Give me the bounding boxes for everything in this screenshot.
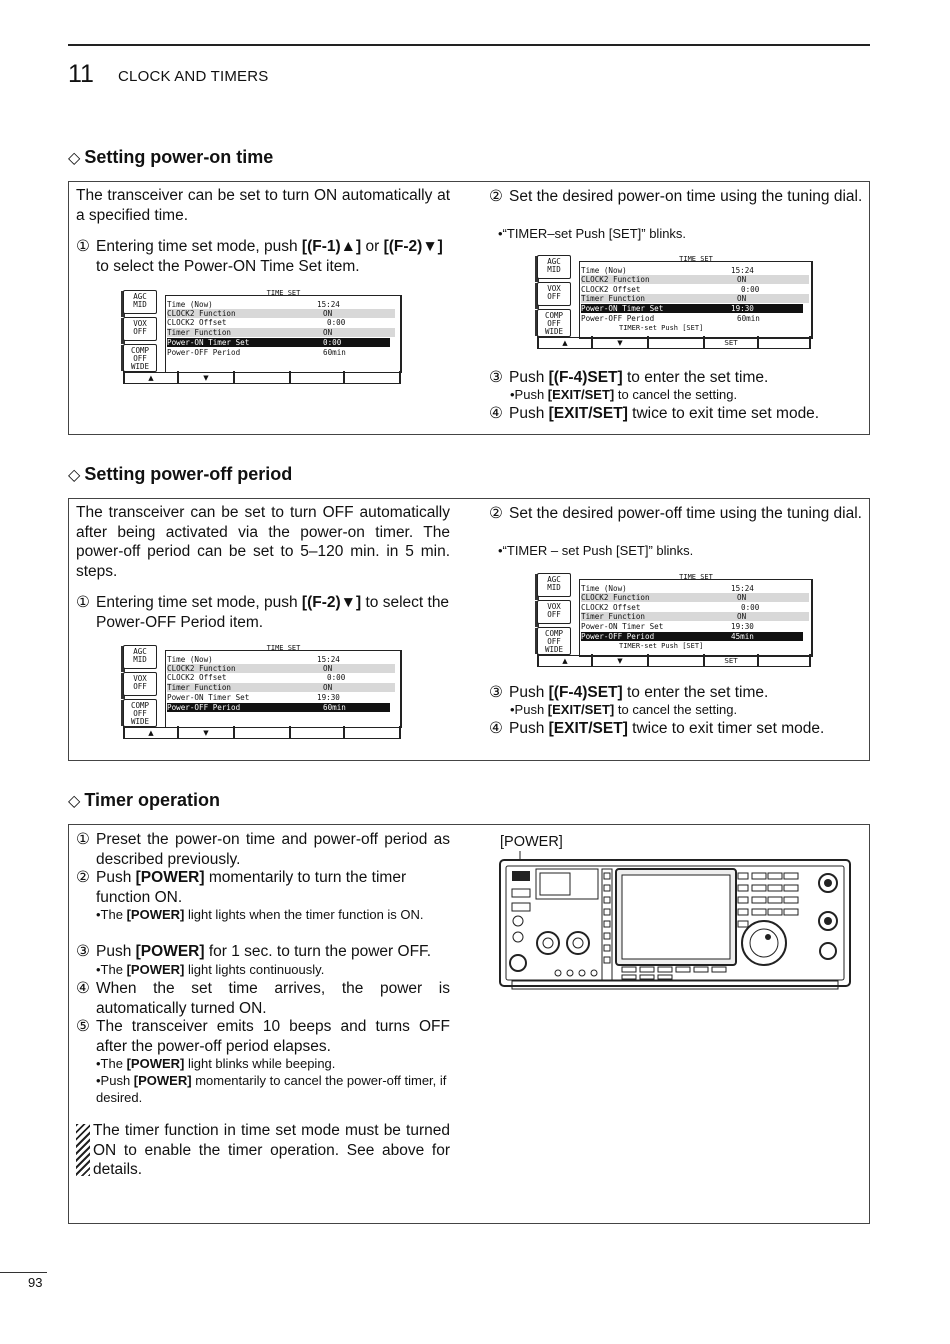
step-2-bullet: •“TIMER–set Push [SET]” blinks.	[498, 226, 687, 241]
lcd-row: Power-OFF Period 60min	[167, 348, 346, 357]
lcd-row: CLOCK2 Function ON	[167, 309, 395, 318]
intro-text: The transceiver can be set to turn ON automatically at a specified time.	[76, 187, 450, 224]
step-2-bullet: •The [POWER] light lights when the timer function is ON.	[96, 907, 424, 922]
step-5: ⑤ The transceiver emits 10 beeps and turns OFF after the power-off period elapses.	[76, 1018, 450, 1055]
step-3-bullet: •Push [EXIT/SET] to cancel the setting.	[510, 702, 738, 717]
lcd-row: Timer Function ON	[167, 328, 395, 337]
diamond-outline-icon: ◇	[68, 150, 81, 167]
chapter-number: 11	[68, 60, 94, 88]
lcd-display-setting: AGC MID VOX OFF COMP OFF WIDE TIME SET Time (Now) 15:24 CLOCK2 Function ON CLOCK2 Offset 0:00 Timer Function ON Power-ON Timer Set 19:30 Power-OFF Period 45min TIMER-set Push [SET] ▲ ▼ SET	[535, 571, 813, 667]
step-5-bullet-2: •Push [POWER] momentarily to cancel the power-off timer, if desired.	[96, 1073, 447, 1105]
function-keys: ▲ ▼	[123, 727, 401, 739]
function-keys: ▲ ▼ SET	[537, 655, 811, 667]
step-3-bullet: •Push [EXIT/SET] to cancel the setting.	[510, 387, 738, 402]
section-heading-timer-operation: ◇ Timer operation	[68, 790, 221, 810]
lcd-row: CLOCK2 Offset 0:00	[167, 318, 346, 327]
lcd-row-selected: Power-OFF Period 60min	[167, 703, 390, 712]
section-heading-power-on: ◇ Setting power-on time	[68, 147, 274, 167]
intro-text: The transceiver can be set to turn OFF automatically after being activated via the power-on timer. The power-off period can be set to 5–120 min. in 5 min. steps.	[76, 504, 450, 580]
step-1: ① Preset the power-on time and power-off period as described previously.	[76, 831, 450, 868]
footer-rule	[0, 1272, 47, 1273]
blink-message: TIMER-set Push [SET]	[619, 324, 704, 332]
chapter-title: CLOCK AND TIMERS	[118, 68, 269, 85]
page-number: 93	[28, 1275, 43, 1290]
step-3: ③ Push [(F-4)SET] to enter the set time.	[489, 369, 769, 386]
diamond-outline-icon: ◇	[68, 467, 81, 484]
soft-key-agc: AGC MID	[537, 255, 571, 279]
soft-key-vox: VOX OFF	[537, 282, 571, 306]
lcd-title: TIME SET	[266, 289, 301, 297]
step-1: ① Entering time set mode, push [(F-1)▲] or [(F-2)▼] to select the Power-ON Time Set item.	[76, 238, 443, 275]
header-rule	[68, 44, 870, 46]
step-2: ② Set the desired power-on time using the tuning dial.	[489, 188, 863, 205]
blink-message: TIMER-set Push [SET]	[619, 642, 704, 650]
figure-label-power: [POWER]	[500, 834, 563, 850]
step-4: ④ Push [EXIT/SET] twice to exit timer set mode.	[489, 720, 825, 737]
step-4: ④ When the set time arrives, the power is automatically turned ON.	[76, 980, 450, 1017]
power-button	[512, 871, 530, 881]
step-3: ③ Push [POWER] for 1 sec. to turn the power OFF.	[76, 943, 432, 960]
lcd-row: Time (Now) 15:24	[167, 300, 340, 309]
soft-key-comp: COMP OFF WIDE	[123, 344, 157, 372]
soft-key-comp: COMP OFF WIDE	[537, 309, 571, 337]
step-5-bullet: •The [POWER] light blinks while beeping.	[96, 1056, 336, 1071]
step-3-bullet: •The [POWER] light lights continuously.	[96, 962, 325, 977]
lcd-display	[121, 288, 402, 384]
section-heading-power-off: ◇ Setting power-off period	[68, 464, 293, 484]
step-4: ④ Push [EXIT/SET] twice to exit time set mode.	[489, 405, 820, 422]
step-1: ① Entering time set mode, push [(F-2)▼] to select the Power-OFF Period item.	[76, 594, 450, 631]
hatched-note-icon	[76, 1124, 90, 1176]
lcd-row-selected: Power-OFF Period 45min	[581, 632, 803, 641]
step-2-bullet: •“TIMER – set Push [SET]” blinks.	[498, 543, 694, 558]
function-keys: ▲ ▼	[123, 372, 401, 384]
note-text: The timer function in time set mode must be turned ON to enable the timer operation. See above for details.	[93, 1122, 450, 1178]
step-3: ③ Push [(F-4)SET] to enter the set time.	[489, 684, 769, 701]
step-2: ② Push [POWER] momentarily to turn the timer function ON.	[76, 869, 407, 906]
lcd-display: AGC MID VOX OFF COMP OFF WIDE TIME SET Time (Now) 15:24 CLOCK2 Function ON CLOCK2 Offset 0:00 Timer Function ON Power-ON Timer Set 19:30 Power-OFF Period 60min ▲ ▼	[121, 643, 402, 739]
transceiver-front-panel	[498, 851, 854, 996]
lcd-row-selected: Power-ON Timer Set 0:00	[167, 338, 390, 347]
diamond-outline-icon: ◇	[68, 793, 81, 810]
lcd-row-selected: Power-ON Timer Set 19:30	[581, 304, 803, 313]
step-2: ② Set the desired power-off time using the tuning dial.	[489, 505, 862, 522]
soft-key-vox: VOX OFF	[123, 317, 157, 341]
function-keys: ▲ ▼ SET	[537, 337, 811, 349]
soft-key-agc: AGC MID	[123, 290, 157, 314]
lcd-display-setting: AGC MID VOX OFF COMP OFF WIDE TIME SET Time (Now) 15:24 CLOCK2 Function ON CLOCK2 Offset 0:00 Timer Function ON Power-ON Timer Set 19:30 Power-OFF Period 60min TIMER-set Push [SET] ▲ ▼ SET	[535, 253, 813, 349]
